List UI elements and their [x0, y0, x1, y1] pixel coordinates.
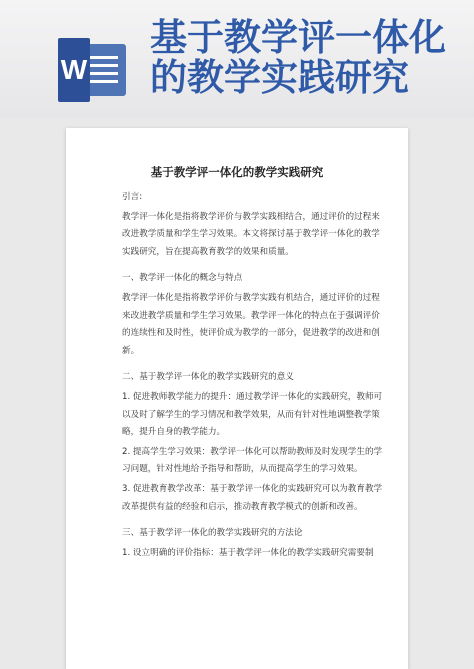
- list-item: 2. 提高学生学习效果：教学评一体化可以帮助教师及时发现学生的学习问题，针对性地给予指导和帮助，从而提高学生的学习效果。: [122, 446, 383, 475]
- section-heading: 三、基于教学评一体化的教学实践研究的方法论: [122, 528, 303, 539]
- section-heading: 二、基于教学评一体化的教学实践研究的意义: [122, 372, 294, 383]
- word-icon-line: [88, 64, 118, 67]
- word-icon-letter: W: [58, 38, 90, 102]
- intro-heading: 引言:: [122, 192, 143, 202]
- header-banner: [0, 0, 474, 118]
- list-item: 3. 促进教育教学改革：基于教学评一体化的实践研究可以为教育教学改革提供有益的经验和启示，推动教育教学模式的创新和改善。: [122, 483, 383, 512]
- section-heading: 一、教学评一体化的概念与特点: [122, 273, 243, 284]
- word-icon-line: [88, 56, 118, 59]
- list-item: 1. 设立明确的评价指标：基于教学评一体化的教学实践研究需要制: [122, 547, 374, 558]
- document-title: 基于教学评一体化的教学实践研究: [150, 165, 324, 179]
- paragraph: 教学评一体化是指将教学评价与教学实践有机结合，通过评价的过程来改进教学质量和学生学习效果。教学评一体化的特点在于强调评价的连续性和及时性，使评价成为教学的一部分，促进教学的改进和创新。: [122, 292, 380, 356]
- document-body: [122, 189, 388, 564]
- banner-title: 基于教学评一体化的教学实践研究: [150, 16, 446, 99]
- list-item: 1. 促进教师教学能力的提升：通过教学评一体化的实践研究，教师可以及时了解学生的学习情况和教学效果，从而有针对性地调整教学策略，提升自身的教学能力。: [122, 391, 383, 438]
- word-icon-line: [88, 80, 118, 83]
- document-page: [66, 128, 408, 669]
- paragraph: 教学评一体化是指将教学评价与教学实践相结合，通过评价的过程来改进教学质量和学生学习效果。本文将探讨基于教学评一体化的教学实践研究，旨在提高教育教学的效果和质量。: [122, 211, 380, 257]
- word-icon: [54, 38, 132, 102]
- word-icon-line: [88, 72, 118, 75]
